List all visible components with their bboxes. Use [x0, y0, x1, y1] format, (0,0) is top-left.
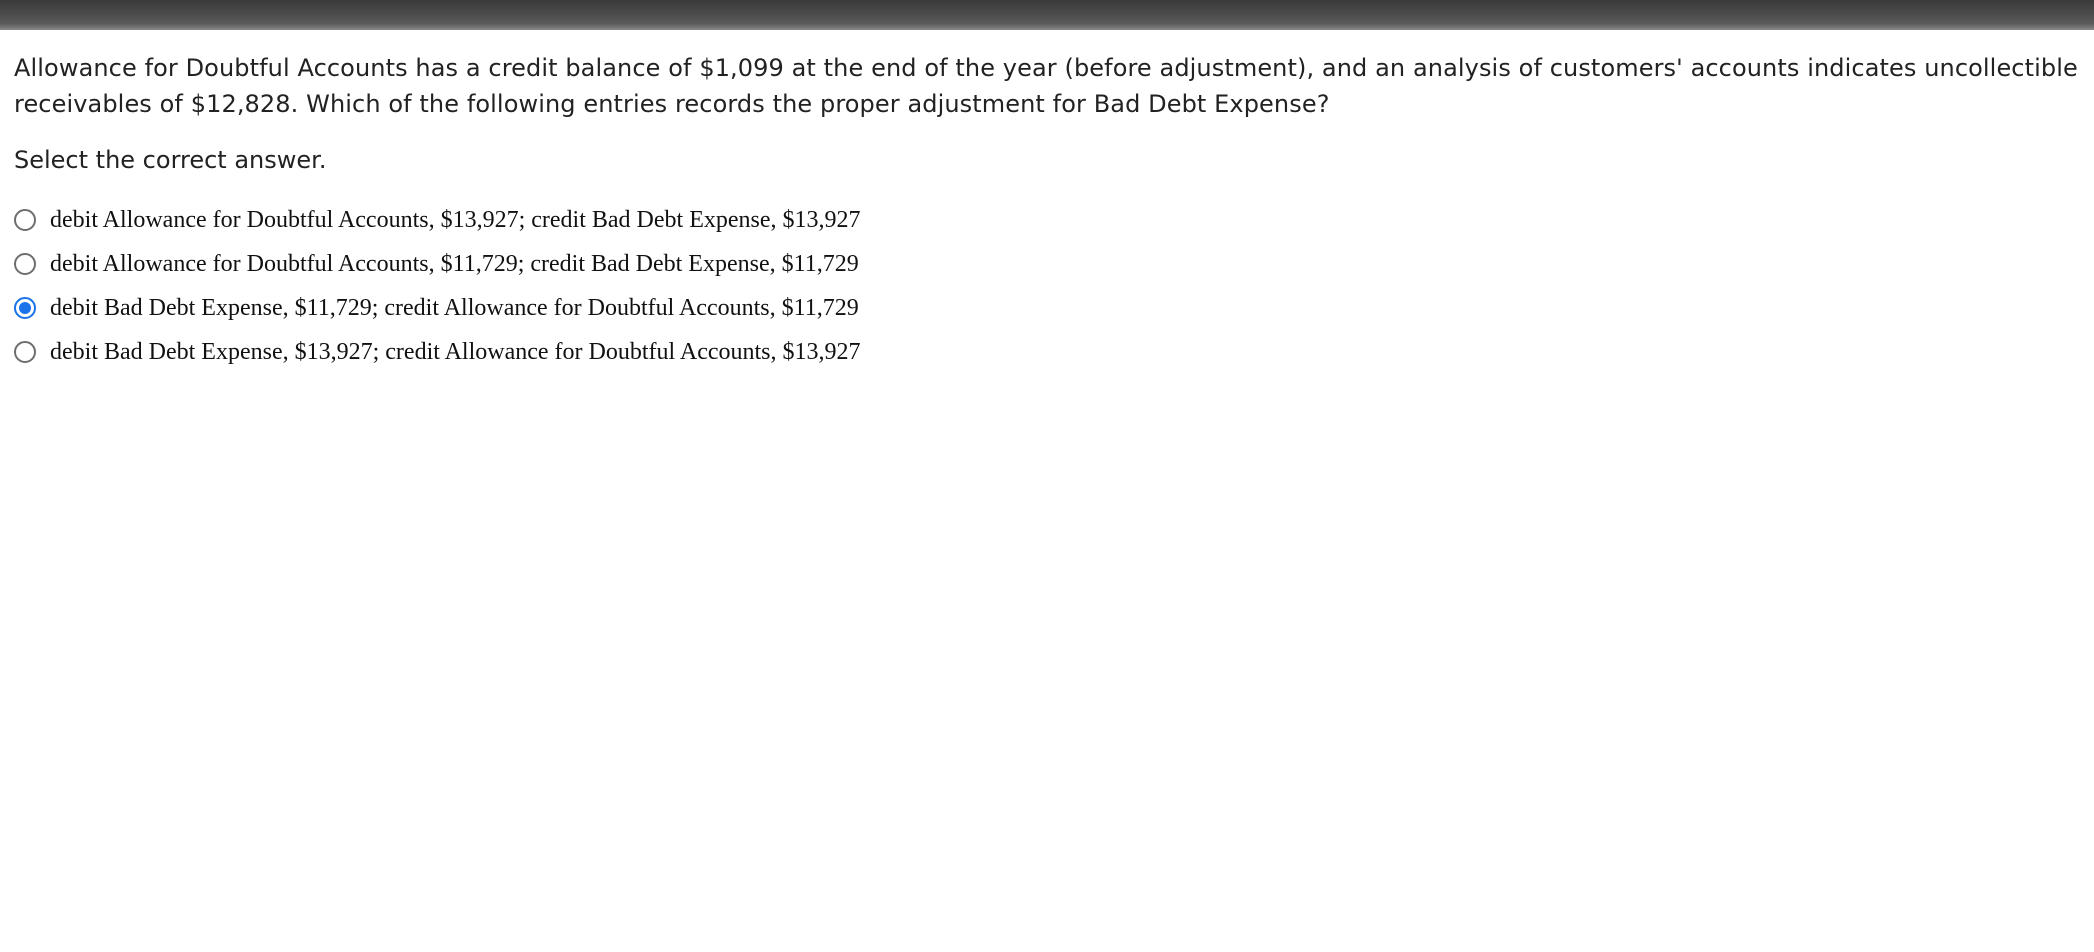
question-text: Allowance for Doubtful Accounts has a credit balance of $1,099 at the end of the year (before adjustment), and an analysis of customers' accounts indicates uncollectible receivables of $12,828. Which of the following entries records the proper adjustment for Bad Debt Expense?: [14, 54, 2078, 118]
answer-options: [14, 198, 2084, 374]
answer-option-label[interactable]: debit Allowance for Doubtful Accounts, $11,729; credit Bad Debt Expense, $11,729: [50, 250, 859, 277]
radio-button-3[interactable]: [14, 297, 36, 319]
question-panel: [14, 50, 2084, 374]
answer-option-label[interactable]: debit Bad Debt Expense, $11,729; credit Allowance for Doubtful Accounts, $11,729: [50, 294, 859, 321]
answer-option-label[interactable]: debit Bad Debt Expense, $13,927; credit Allowance for Doubtful Accounts, $13,927: [50, 338, 861, 365]
answer-option-3[interactable]: [14, 286, 2084, 330]
answer-option-1[interactable]: [14, 198, 2084, 242]
top-bar: [0, 0, 2094, 30]
answer-prompt: Select the correct answer.: [14, 146, 327, 174]
answer-option-2[interactable]: [14, 242, 2084, 286]
radio-button-1[interactable]: [14, 209, 36, 231]
answer-option-label[interactable]: debit Allowance for Doubtful Accounts, $13,927; credit Bad Debt Expense, $13,927: [50, 206, 861, 233]
radio-button-2[interactable]: [14, 253, 36, 275]
radio-button-4[interactable]: [14, 341, 36, 363]
answer-option-4[interactable]: [14, 330, 2084, 374]
